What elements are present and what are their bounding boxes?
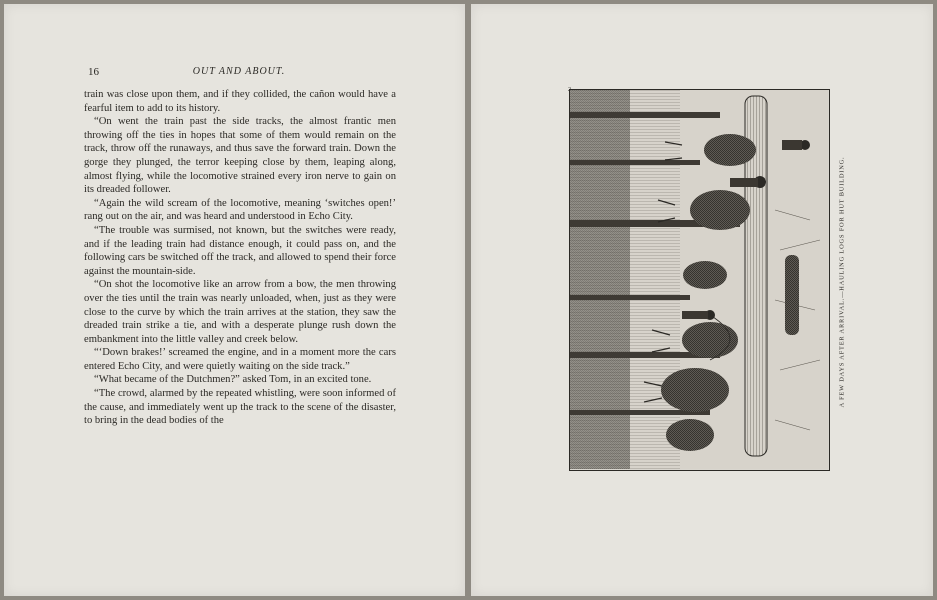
engraving-illustration bbox=[569, 89, 830, 471]
caption-text: A FEW DAYS AFTER ARRIVAL.—HAULING LOGS FOR HUT BUILDING. bbox=[838, 156, 846, 407]
left-page bbox=[4, 4, 465, 596]
paragraph: “Again the wild scream of the locomotive, meaning ‘switches open!’ rang out on the air, and was heard and understood in Echo City. bbox=[84, 197, 396, 223]
paragraph: “On went the train past the side tracks, the almost frantic men throwing off the ties in hopes that some of them would remain on the track, throw off the runaways, and thus save the forward train. Down the gorge they plunged, the terror keeping close by them, leaping along, almost flying, while the locomotive strained every iron nerve to gain on its dreaded follower. bbox=[84, 116, 396, 196]
paragraph: “What became of the Dutchmen?” asked Tom, in an excited tone. bbox=[94, 374, 372, 386]
paragraph: “The crowd, alarmed by the repeated whistling, were soon informed of the cause, and immediately went up the track to the scene of the disaster, to bring in the dead bodies of the bbox=[84, 388, 396, 427]
illustration-caption bbox=[832, 139, 852, 424]
running-head bbox=[84, 66, 394, 82]
paragraph: “The trouble was surmised, not known, but the switches were ready, and if the leading train had distance enough, it could pass on, and the following cars be switched off the track, and allowed to spend their force against the mountain-side. bbox=[84, 224, 396, 277]
right-page bbox=[471, 4, 933, 596]
paragraph: “‘Down brakes!’ screamed the engine, and in a moment more the cars entered Echo City, and were quietly waiting on the side track.” bbox=[84, 347, 396, 372]
paragraph: “On shot the locomotive like an arrow from a bow, the men throwing over the ties until the train was nearly unloaded, when, just as they were close to the curve by which the train arrives at the station, they saw the dreaded train strike a tie, and with a desperate plunge rush down the embankment into the little valley and creek below. bbox=[84, 279, 396, 345]
running-head-title: OUT AND ABOUT. bbox=[192, 66, 286, 77]
page-number: 16 bbox=[88, 66, 99, 78]
paragraph: train was close upon them, and if they collided, the cañon would have a fearful item to add to its history. bbox=[84, 89, 396, 114]
engraving-drawing bbox=[570, 90, 828, 469]
body-text bbox=[84, 88, 396, 428]
